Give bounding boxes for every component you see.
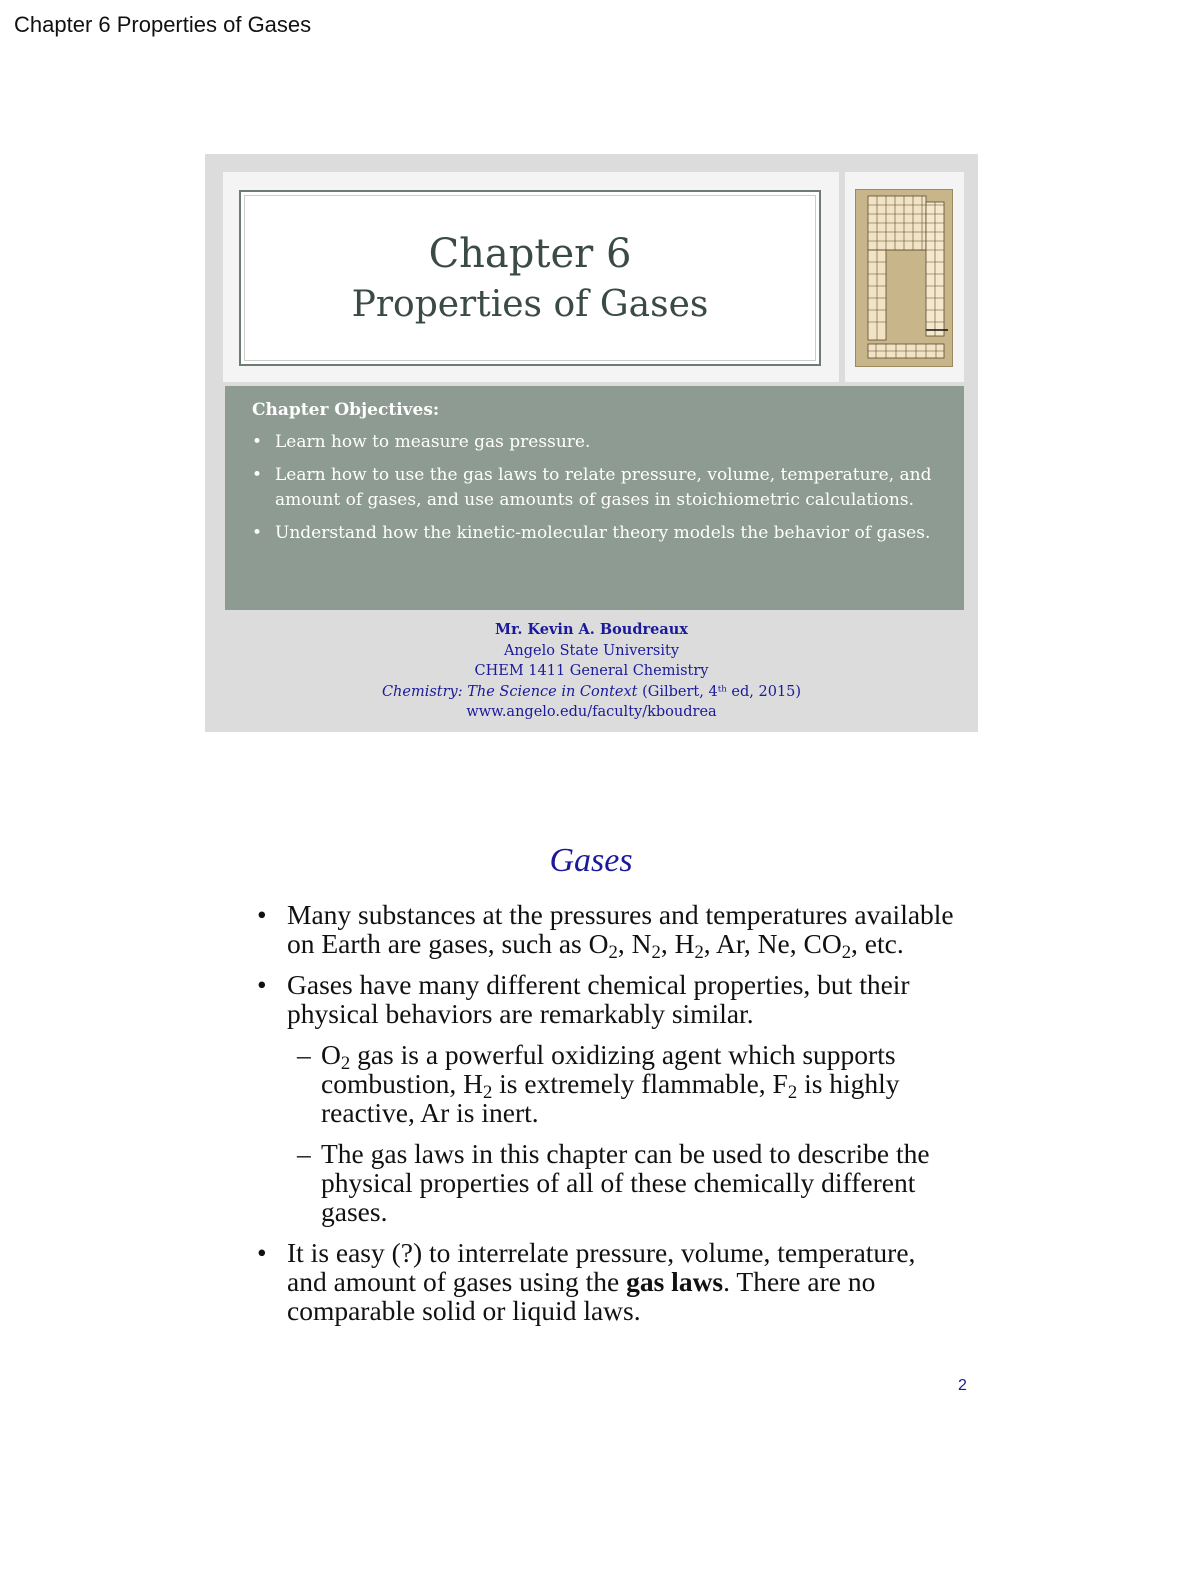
objectives-heading: Chapter Objectives:: [252, 400, 440, 420]
bullet-item: • Many substances at the pressures and temperatures available on Earth are gases, such as $O_2$, $N_2$, $H_2$, Ar, Ne, $CO_2$, etc.: [257, 900, 957, 958]
textbook-title: Chemistry: The Science in Context: [381, 683, 638, 700]
textbook-year: ed, 2015): [726, 683, 802, 700]
university-name: Angelo State University: [503, 642, 680, 659]
page-number: 2: [958, 1377, 967, 1394]
website-url: www.angelo.edu/faculty/kboudrea: [466, 704, 717, 720]
title-panel: [223, 172, 839, 382]
objective-item: • Learn how to measure gas pressure.: [252, 430, 942, 455]
bullet-item: • It is easy (?) to interrelate pressure, volume, temperature, and amount of gases using the gas laws. There are no comparable solid or liquid laws.: [257, 1238, 957, 1325]
chapter-objectives: [225, 386, 964, 610]
chapter-title: Properties of Gases: [351, 284, 709, 325]
textbook-edition-sup: th: [717, 684, 727, 695]
textbook-citation: [205, 682, 978, 703]
title-box: [239, 190, 821, 366]
course-name: CHEM 1411 General Chemistry: [474, 663, 709, 679]
slide-credits: [205, 620, 978, 723]
periodic-table-panel: [845, 172, 964, 382]
author-name: Mr. Kevin A. Boudreaux: [495, 621, 688, 638]
objective-item: • Learn how to use the gas laws to relate pressure, volume, temperature, and amount of gases, and use amounts of gases in stoichiometric calculations.: [252, 463, 942, 513]
periodic-table-icon: [855, 189, 953, 367]
sub-bullet-item: – The gas laws in this chapter can be used to describe the physical properties of all of these chemically different gases.: [297, 1138, 930, 1227]
slide-content: [257, 900, 957, 1337]
chapter-number: Chapter 6: [428, 231, 632, 277]
title-slide: [205, 154, 978, 732]
bullet-item: • Gases have many different chemical properties, but their physical behaviors are remarkably similar.: [257, 970, 957, 1028]
objective-item: • Understand how the kinetic-molecular theory models the behavior of gases.: [252, 521, 942, 546]
objectives-list: [252, 430, 942, 554]
slide-title: Gases: [549, 842, 633, 879]
textbook-edition: (Gilbert, 4: [642, 683, 718, 700]
page-header: Chapter 6 Properties of Gases: [14, 12, 312, 37]
sub-bullet-item: – $O_2$ gas is a powerful oxidizing agent which supports combustion, $H_2$ is extremely flammable, $F_2$ is highly reactive, Ar is inert.: [297, 1039, 900, 1128]
